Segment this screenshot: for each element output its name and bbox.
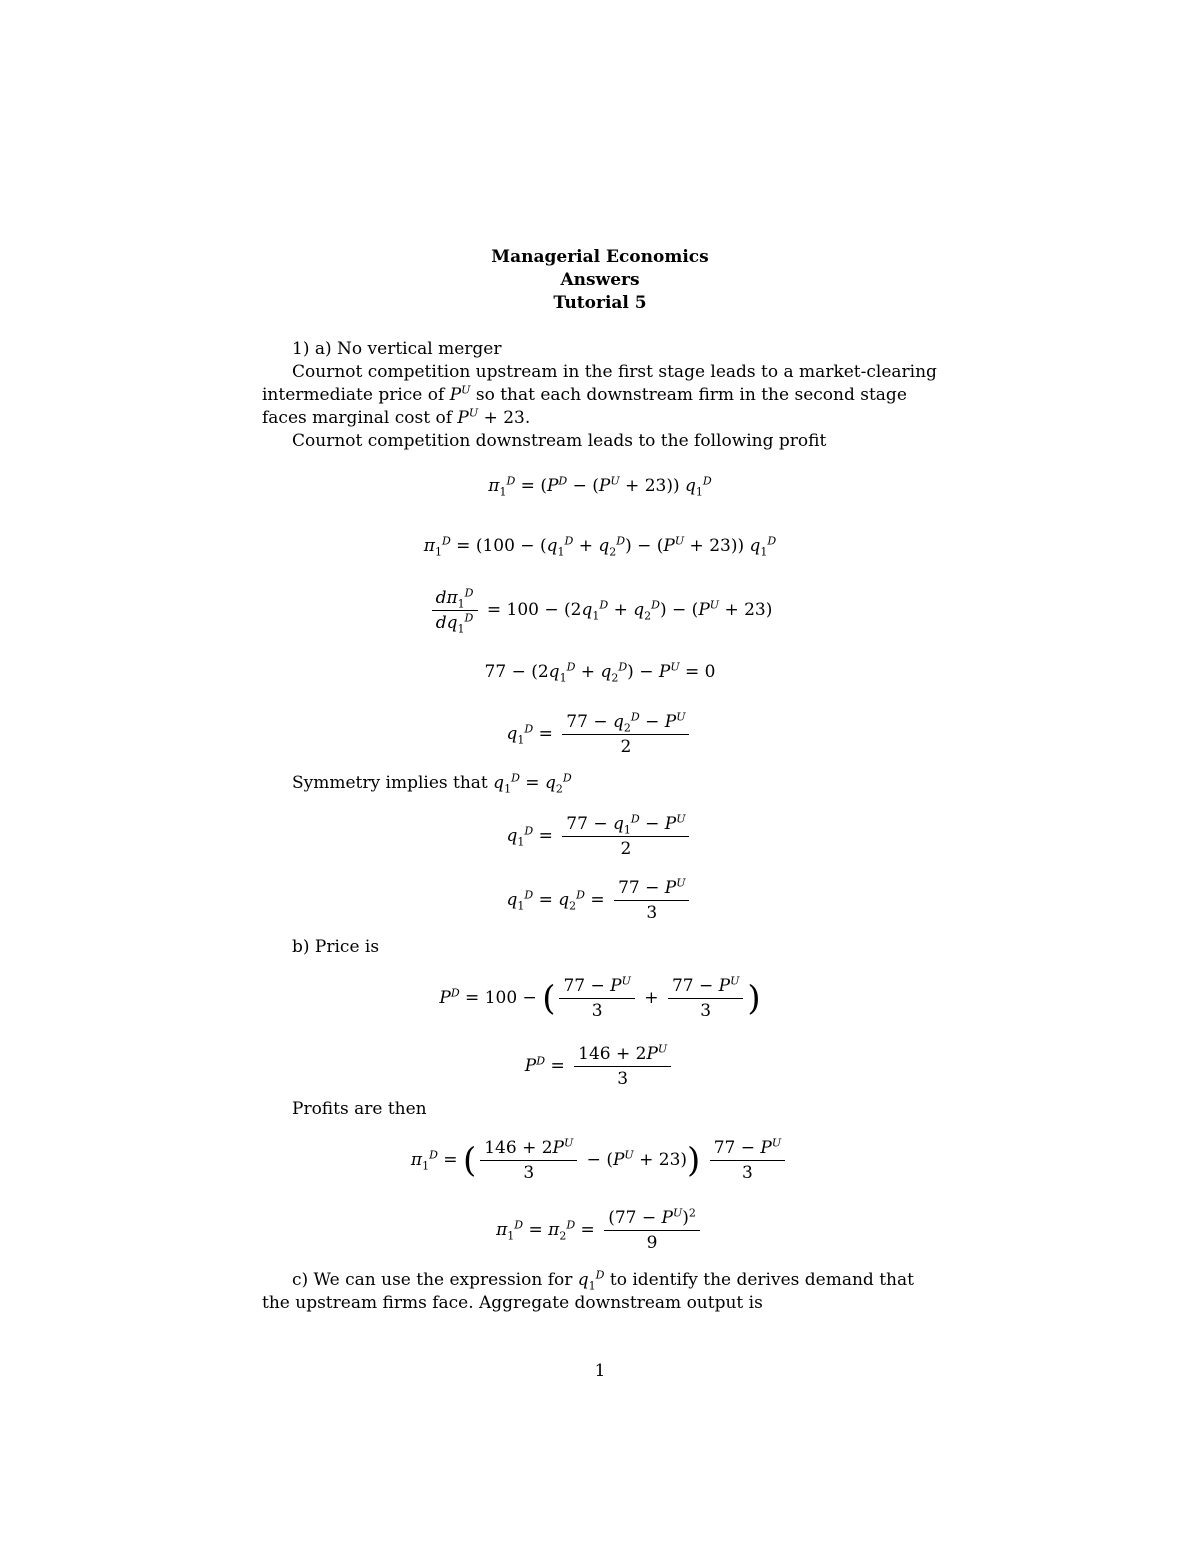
- paragraph-cournot-upstream: Cournot competition upstream in the first stage leads to a market-clearing intermediate price of $P^U$ so that each downstream firm in the second stage faces marginal cost of $P^U + 23$.: [262, 362, 937, 428]
- equation-symmetric-reaction: $q_1^D$ = $\frac{77 - q_1^D - P^U}{2}$: [0, 814, 1200, 859]
- equation-price-2: $P^D$ = $\frac{146 + 2P^U}{3}$: [0, 1044, 1200, 1089]
- title-course: Managerial Economics: [491, 247, 709, 267]
- paragraph-part-c: c) We can use the expression for $q_1^D$ to identify the derives demand that the upstream firms face. Aggregate downstream output is: [262, 1268, 914, 1313]
- equation-profit-1: $\pi_1^D = (P^D - (P^U + 23))$ $q_1^D$: [488, 474, 712, 499]
- equation-profit-2: $\pi_1^D = (100 - (q_1^D + q_2^D) - (P^U + 23))$ $q_1^D$: [423, 534, 777, 559]
- paragraph-symmetry: Symmetry implies that $q_1^D = q_2^D$: [292, 771, 572, 796]
- equation-profit-3: $\pi_1^D$ = ( $\frac{146 + 2P^U}{3}$ − $(P^U + 23)$) $\frac{77 - P^U}{3}$: [0, 1138, 1200, 1183]
- question-b-heading: b) Price is: [292, 937, 380, 957]
- question-1a-heading: 1) a) No vertical merger: [292, 339, 502, 359]
- title-tutorial: Tutorial 5: [553, 293, 647, 313]
- equation-derivative: $\frac{d\pi_1^D}{dq_1^D}$ = $100 - (2q_1^D + q_2^D) - (P^U + 23)$: [0, 588, 1200, 633]
- equation-reaction: $q_1^D$ = $\frac{77 - q_2^D - P^U}{2}$: [0, 712, 1200, 757]
- document-title: [0, 246, 1200, 315]
- equation-price-1: $P^D = 100$ − ( $\frac{77 - P^U}{3}$ + $\frac{77 - P^U}{3}$ ): [439, 974, 761, 1021]
- equation-profit-4: $\pi_1^D = \pi_2^D$ = $\frac{(77 - P^U)^2}{9}$: [0, 1208, 1200, 1253]
- paragraph-cournot-downstream: Cournot competition downstream leads to the following profit: [292, 431, 827, 451]
- paragraph-profits: Profits are then: [292, 1099, 427, 1119]
- title-answers: Answers: [560, 270, 640, 290]
- equation-quantity: $q_1^D = q_2^D$ = $\frac{77 - P^U}{3}$: [0, 878, 1200, 923]
- equation-foc: $77 - (2q_1^D + q_2^D) - P^U = 0$: [484, 660, 716, 685]
- page-number: 1: [594, 1361, 606, 1381]
